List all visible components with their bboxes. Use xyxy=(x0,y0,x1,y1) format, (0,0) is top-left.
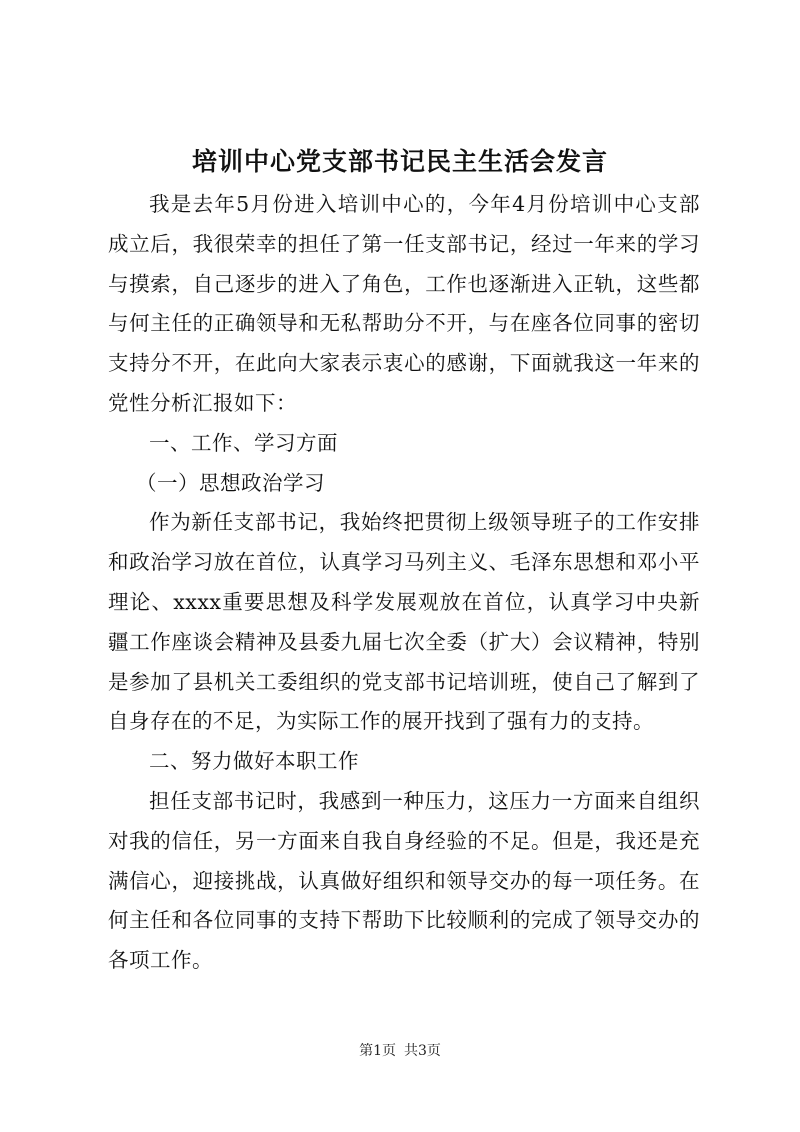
section-heading-job-duties: 二、努力做好本职工作 xyxy=(149,749,359,774)
page-footer xyxy=(0,1041,800,1061)
document-title: 培训中心党支部书记民主生活会发言 xyxy=(191,147,608,176)
page-total: 共3页 xyxy=(404,1043,441,1059)
section-heading-work-study: 一、工作、学习方面 xyxy=(149,430,338,455)
paragraph-intro: 我是去年5月份进入培训中心的，今年4月份培训中心支部成立后，我很荣幸的担任了第一任支部书记，经过一年来的学习与摸索，自己逐步的进入了角色，工作也逐渐进入正轨，这些都与何主任的正确领导和无私帮助分不开，与在座各位同事的密切支持分不开，在此向大家表示衷心的感谢，下面就我这一年来的党性分析汇报如下： xyxy=(108,192,700,415)
paragraph-political-study: 作为新任支部书记，我始终把贯彻上级领导班子的工作安排和政治学习放在首位，认真学习马列主义、毛泽东思想和邓小平理论、xxxx重要思想及科学发展观放在首位，认真学习中央新疆工作座谈会精神及县委九届七次全委（扩大）会议精神，特别是参加了县机关工委组织的党支部书记培训班，使自己了解到了自身存在的不足，为实际工作的展开找到了强有力的支持。 xyxy=(108,510,700,734)
page-number: 第1页 xyxy=(359,1043,396,1059)
subsection-heading-political-study: （一）思想政治学习 xyxy=(136,470,325,495)
paragraph-job-duties: 担任支部书记时，我感到一种压力，这压力一方面来自组织对我的信任，另一方面来自我自身经验的不足。但是，我还是充满信心，迎接挑战，认真做好组织和领导交办的每一项任务。在何主任和各位同事的支持下帮助下比较顺利的完成了领导交办的各项工作。 xyxy=(108,788,700,973)
document-body xyxy=(108,185,700,981)
